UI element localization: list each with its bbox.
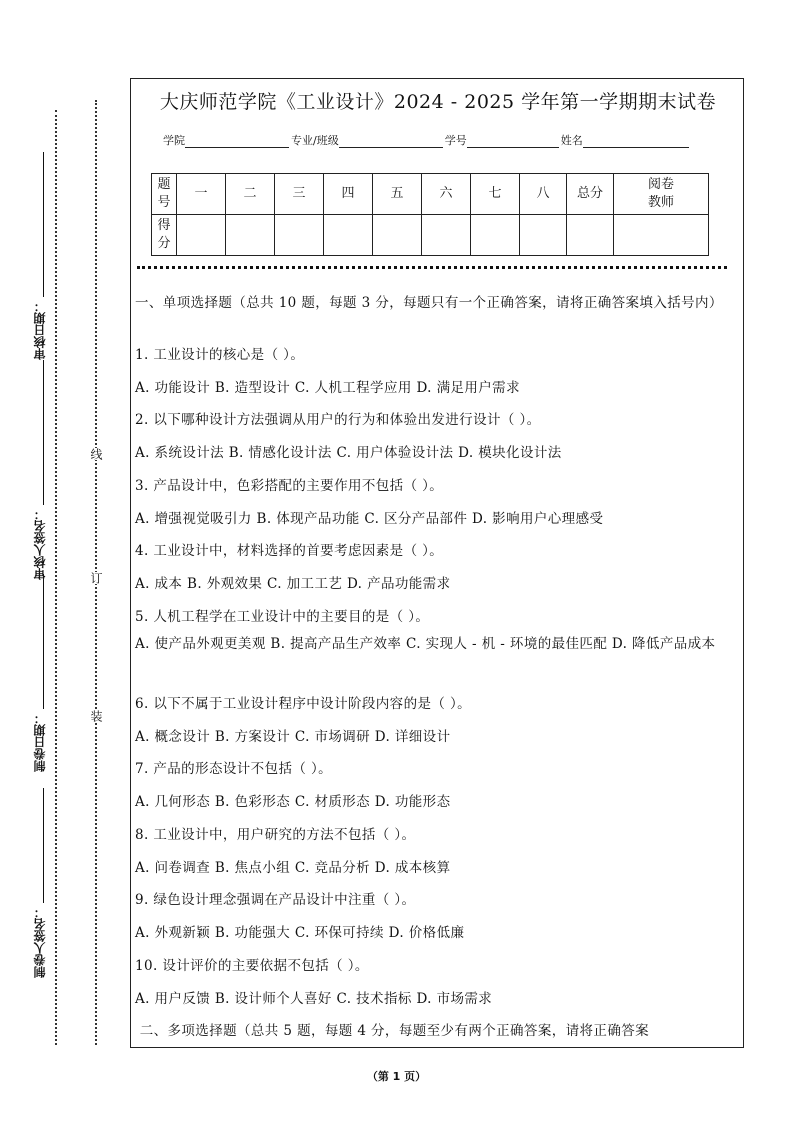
score-row-label: 得分 [152, 215, 177, 256]
question-7-options: A. 几何形态 B. 色彩形态 C. 材质形态 D. 功能形态 [135, 794, 451, 810]
score-cell-1[interactable] [177, 215, 226, 256]
score-header-8: 八 [520, 174, 567, 215]
maker-date-label: 制卷日期： [33, 712, 47, 772]
section1-heading: 一、单项选择题（总共 10 题，每题 3 分，每题只有一个正确答案，请将正确答案填入括号内） [135, 295, 723, 311]
score-cell-7[interactable] [471, 215, 520, 256]
score-cell-3[interactable] [275, 215, 324, 256]
score-header-6: 六 [422, 174, 471, 215]
question-3: 3. 产品设计中，色彩搭配的主要作用不包括（ ）。 [135, 478, 444, 494]
question-1: 1. 工业设计的核心是（ ）。 [135, 347, 305, 363]
score-header-3: 三 [275, 174, 324, 215]
maker-sign-line[interactable] [43, 788, 44, 903]
question-6-options: A. 概念设计 B. 方案设计 C. 市场调研 D. 详细设计 [135, 729, 451, 745]
college-field[interactable] [185, 135, 289, 148]
binding-mark-zhuang: 装 [89, 710, 103, 722]
question-2: 2. 以下哪种设计方法强调从用户的行为和体验出发进行设计（ ）。 [135, 412, 541, 428]
info-label-student-id: 学号 [444, 134, 467, 147]
question-10: 10. 设计评价的主要依据不包括（ ）。 [135, 958, 369, 974]
info-label-name: 姓名 [560, 134, 583, 147]
score-cell-8[interactable] [520, 215, 567, 256]
binding-mark-xian: 线 [89, 448, 103, 460]
question-5-options: A. 使产品外观更美观 B. 提高产品生产效率 C. 实现人 - 机 - 环境的最佳匹配 D. 降低产品成本 [135, 636, 716, 652]
info-label-college: 学院 [163, 134, 185, 147]
question-9-options: A. 外观新颖 B. 功能强大 C. 环保可持续 D. 价格低廉 [135, 925, 465, 941]
info-label-major-class: 专业/班级 [291, 134, 339, 147]
major-class-field[interactable] [339, 135, 443, 148]
score-header-5: 五 [373, 174, 422, 215]
exam-title: 大庆师范学院《工业设计》2024 - 2025 学年第一学期期末试卷 [159, 91, 717, 113]
score-header-total: 总分 [567, 174, 614, 215]
score-header-2: 二 [226, 174, 275, 215]
maker-date-line[interactable] [43, 574, 44, 709]
score-header-1: 一 [177, 174, 226, 215]
score-cell-2[interactable] [226, 215, 275, 256]
question-1-options: A. 功能设计 B. 造型设计 C. 人机工程学应用 D. 满足用户需求 [135, 380, 520, 396]
score-header-grader: 阅卷教师 [614, 174, 709, 215]
question-3-options: A. 增强视觉吸引力 B. 体现产品功能 C. 区分产品部件 D. 影响用户心理感受 [135, 511, 604, 527]
question-5: 5. 人机工程学在工业设计中的主要目的是（ ）。 [135, 609, 430, 625]
section2-heading: 二、多项选择题（总共 5 题，每题 4 分，每题至少有两个正确答案，请将正确答案 [135, 1023, 650, 1039]
question-6: 6. 以下不属于工业设计程序中设计阶段内容的是（ ）。 [135, 696, 472, 712]
name-field[interactable] [583, 135, 689, 148]
question-9: 9. 绿色设计理念强调在产品设计中注重（ ）。 [135, 892, 416, 908]
score-cell-6[interactable] [422, 215, 471, 256]
maker-sign-label: 制卷人签名： [33, 906, 47, 978]
left-dotted-line [55, 110, 57, 1045]
reviewer-sign-label: 审核人签名： [33, 508, 47, 580]
score-table [151, 173, 709, 256]
question-8: 8. 工业设计中，用户研究的方法不包括（ ）。 [135, 827, 416, 843]
score-cell-4[interactable] [324, 215, 373, 256]
page-number: （第 1 页） [366, 1070, 427, 1083]
question-8-options: A. 问卷调查 B. 焦点小组 C. 竞品分析 D. 成本核算 [135, 860, 451, 876]
question-4-options: A. 成本 B. 外观效果 C. 加工工艺 D. 产品功能需求 [135, 576, 451, 592]
reviewer-date-line[interactable] [43, 152, 44, 297]
question-10-options: A. 用户反馈 B. 设计师个人喜好 C. 技术指标 D. 市场需求 [135, 991, 493, 1007]
score-cell-total[interactable] [567, 215, 614, 256]
binding-mark-ding: 订 [89, 572, 103, 584]
exam-frame [130, 78, 744, 1048]
question-7: 7. 产品的形态设计不包括（ ）。 [135, 761, 333, 777]
score-header-4: 四 [324, 174, 373, 215]
student-info-row [163, 132, 691, 148]
score-cell-grader[interactable] [614, 215, 709, 256]
reviewer-sign-line[interactable] [43, 360, 44, 505]
score-cell-5[interactable] [373, 215, 422, 256]
score-header-7: 七 [471, 174, 520, 215]
dotted-separator [137, 266, 727, 269]
student-id-field[interactable] [467, 135, 559, 148]
question-4: 4. 工业设计中，材料选择的首要考虑因素是（ ）。 [135, 543, 444, 559]
reviewer-date-label: 审核日期： [33, 300, 47, 360]
question-2-options: A. 系统设计法 B. 情感化设计法 C. 用户体验设计法 D. 模块化设计法 [135, 445, 562, 461]
score-header-tihao: 题号 [152, 174, 177, 215]
